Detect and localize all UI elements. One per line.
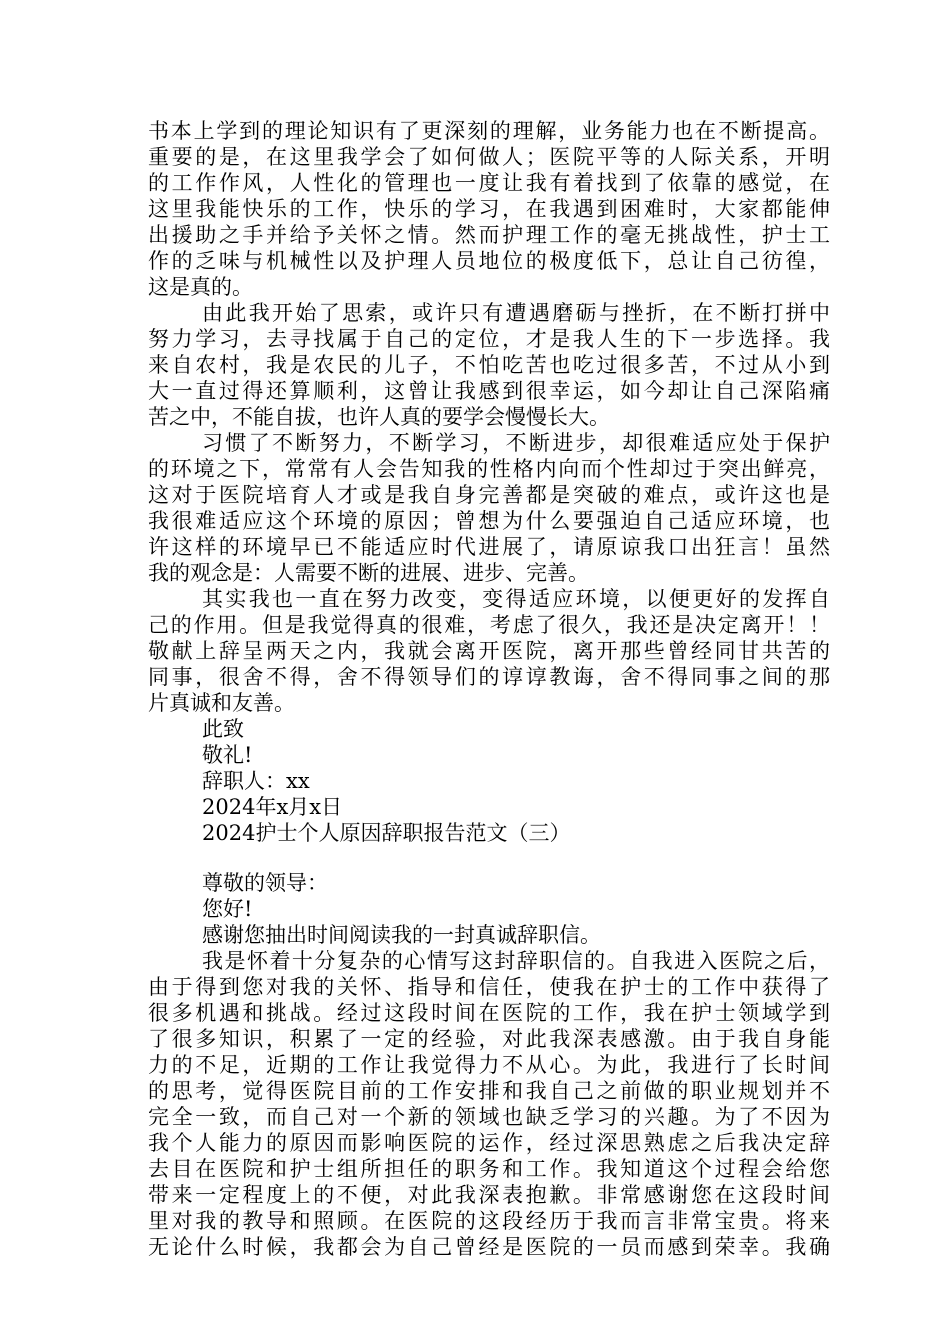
text-line: 这里我能快乐的工作，快乐的学习，在我遇到困难时，大家都能伸 bbox=[148, 197, 830, 221]
text-line: 许这样的环境早已不能适应时代进展了，请原谅我口出狂言！虽然 bbox=[148, 535, 830, 559]
text-line-block bbox=[148, 922, 830, 948]
paragraph bbox=[148, 586, 830, 716]
text-line bbox=[148, 846, 830, 870]
blank-line bbox=[148, 846, 830, 870]
text-line: 2024护士个人原因辞职报告范文（三） bbox=[202, 821, 571, 845]
text-line: 己的作用。但是我觉得真的很难，考虑了很久，我还是决定离开！！ bbox=[148, 613, 830, 637]
text-line: 的工作作风，人性化的管理也一度让我有着找到了依靠的感觉，在 bbox=[148, 171, 830, 195]
text-line: 其实我也一直在努力改变，变得适应环境，以便更好的发挥自 bbox=[202, 587, 830, 611]
text-line: 出援助之手并给予关怀之情。然而护理工作的毫无挑战性，护士工 bbox=[148, 223, 830, 247]
text-line: 我很难适应这个环境的原因；曾想为什么要强迫自己适应环境，也 bbox=[148, 509, 830, 533]
text-line: 来自农村，我是农民的儿子，不怕吃苦也吃过很多苦，不过从小到 bbox=[148, 353, 830, 377]
text-line: 敬礼! bbox=[202, 743, 253, 767]
text-line: 完全一致，而自己对一个新的领域也缺乏学习的兴趣。为了不因为 bbox=[148, 1105, 830, 1129]
text-line: 片真诚和友善。 bbox=[148, 691, 295, 715]
paragraph bbox=[148, 118, 830, 300]
text-line-block bbox=[148, 794, 830, 820]
text-line: 由此我开始了思索，或许只有遭遇磨砺与挫折，在不断打拼中 bbox=[202, 301, 830, 325]
text-line: 我个人能力的原因而影响医院的运作，经过深思熟虑之后我决定辞 bbox=[148, 1131, 830, 1155]
text-line: 里对我的教导和照顾。在医院的这段经历于我而言非常宝贵。将来 bbox=[148, 1209, 830, 1233]
text-line: 努力学习，去寻找属于自己的定位，才是我人生的下一步选择。我 bbox=[148, 327, 830, 351]
text-line: 习惯了不断努力，不断学习，不断进步，却很难适应处于保护 bbox=[202, 431, 830, 455]
text-line-block bbox=[148, 870, 830, 896]
text-line: 同事，很舍不得，舍不得领导们的谆谆教诲，舍不得同事之间的那 bbox=[148, 665, 830, 689]
text-line: 的环境之下，常常有人会告知我的性格内向而个性却过于突出鲜亮， bbox=[148, 457, 830, 481]
text-line: 辞职人：xx bbox=[202, 769, 310, 793]
text-line: 力的不足，近期的工作让我觉得力不从心。为此，我进行了长时间 bbox=[148, 1053, 830, 1077]
text-line-block bbox=[148, 896, 830, 922]
paragraph bbox=[148, 300, 830, 430]
text-line: 由于得到您对我的关怀、指导和信任，使我在护士的工作中获得了 bbox=[148, 975, 830, 999]
text-line: 这是真的。 bbox=[148, 275, 253, 299]
text-line: 去目在医院和护士组所担任的职务和工作。我知道这个过程会给您 bbox=[148, 1157, 830, 1181]
text-line: 了很多知识，积累了一定的经验，对此我深表感激。由于我自身能 bbox=[148, 1027, 830, 1051]
text-line: 这对于医院培育人才或是我自身完善都是突破的难点，或许这也是 bbox=[148, 483, 830, 507]
text-line: 大一直过得还算顺利，这曾让我感到很幸运，如今却让自己深陷痛 bbox=[148, 379, 830, 403]
text-line: 尊敬的领导： bbox=[202, 871, 328, 895]
text-line: 带来一定程度上的不便，对此我深表抱歉。非常感谢您在这段时间 bbox=[148, 1183, 830, 1207]
text-line: 您好! bbox=[202, 897, 253, 921]
text-line: 我的观念是：人需要不断的进展、进步、完善。 bbox=[148, 561, 589, 585]
text-line-block bbox=[148, 716, 830, 742]
document-body bbox=[148, 118, 830, 1260]
text-line: 2024年x月x日 bbox=[202, 795, 343, 819]
text-line: 苦之中，不能自拔，也许人真的要学会慢慢长大。 bbox=[148, 405, 610, 429]
text-line: 作的乏味与机械性以及护理人员地位的极度低下，总让自己彷徨， bbox=[148, 249, 830, 273]
text-line: 重要的是，在这里我学会了如何做人；医院平等的人际关系，开明 bbox=[148, 145, 830, 169]
text-line-block bbox=[148, 742, 830, 768]
text-line: 我是怀着十分复杂的心情写这封辞职信的。自我进入医院之后， bbox=[202, 949, 830, 973]
text-line: 感谢您抽出时间阅读我的一封真诚辞职信。 bbox=[202, 923, 601, 947]
text-line: 敬献上辞呈两天之内，我就会离开医院，离开那些曾经同甘共苦的 bbox=[148, 639, 830, 663]
paragraph bbox=[148, 948, 830, 1260]
text-line: 无论什么时候，我都会为自己曾经是医院的一员而感到荣幸。我确 bbox=[148, 1235, 830, 1259]
text-line: 很多机遇和挑战。经过这段时间在医院的工作，我在护士领域学到 bbox=[148, 1001, 830, 1025]
text-line: 书本上学到的理论知识有了更深刻的理解，业务能力也在不断提高。 bbox=[148, 119, 830, 143]
text-line-block bbox=[148, 820, 830, 846]
text-line-block bbox=[148, 768, 830, 794]
paragraph bbox=[148, 430, 830, 586]
text-line: 此致 bbox=[202, 717, 244, 741]
text-line: 的思考，觉得医院目前的工作安排和我自己之前做的职业规划并不 bbox=[148, 1079, 830, 1103]
